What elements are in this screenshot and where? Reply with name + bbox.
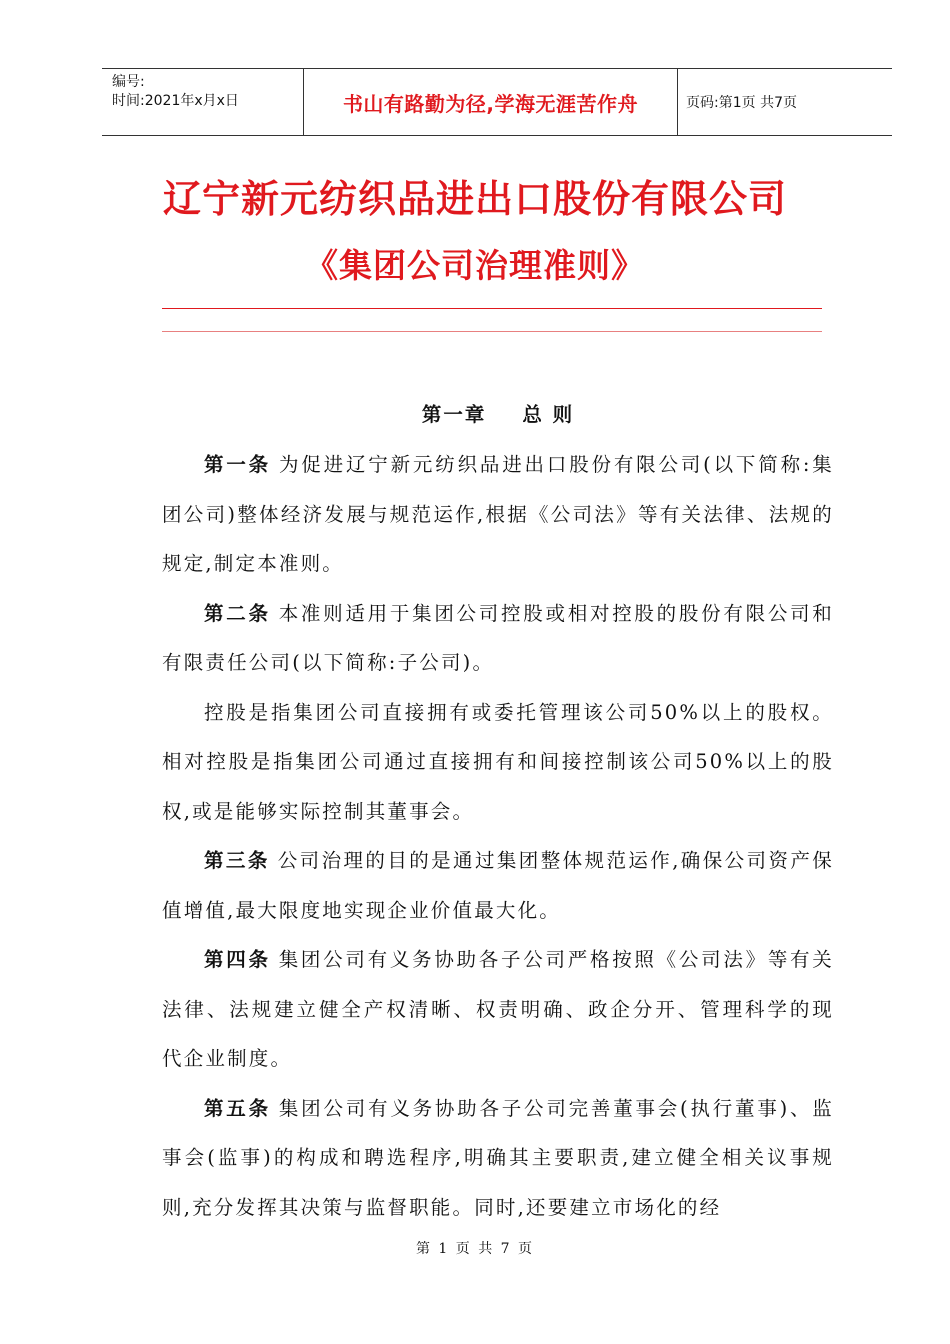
article-label: 第二条 <box>204 601 271 625</box>
article-text: 本准则适用于集团公司控股或相对控股的股份有限公司和有限责任公司(以下简称:子公司)。 <box>162 601 834 674</box>
article-label: 第一条 <box>204 453 271 476</box>
article-2-note <box>162 688 834 837</box>
article-5 <box>162 1084 834 1233</box>
article-text: 公司治理的目的是通过集团整体规范运作,确保公司资产保值增值,最大限度地实现企业价值最大化。 <box>162 849 834 922</box>
article-label: 第三条 <box>204 849 270 872</box>
header-motto: 书山有路勤为径,学海无涯苦作舟 <box>304 69 678 135</box>
document-title: 《集团公司治理准则》 <box>305 246 645 285</box>
chapter-heading <box>162 395 834 435</box>
article-text: 控股是指集团公司直接拥有或委托管理该公司50%以上的股权。相对控股是指集团公司通过直接拥有和间接控制该公司50%以上的股权,或是能够实际控制其董事会。 <box>162 700 834 823</box>
header-page-info: 页码:第1页 共7页 <box>686 95 797 111</box>
article-text: 为促进辽宁新元纺织品进出口股份有限公司(以下简称:集团公司)整体经济发展与规范运作,根据《公司法》等有关法律、法规的规定,制定本准则。 <box>162 453 834 575</box>
document-number-label: 编号: <box>112 74 145 90</box>
article-2 <box>162 589 834 688</box>
article-text: 集团公司有义务协助各子公司完善董事会(执行董事)、监事会(监事)的构成和聘选程序,明确其主要职责,建立健全相关议事规则,充分发挥其决策与监督职能。同时,还要建立市场化的经 <box>162 1096 834 1219</box>
page-footer: 第 1 页 共 7 页 <box>415 1241 535 1257</box>
title-rule-bottom <box>162 331 822 332</box>
article-4 <box>162 935 834 1084</box>
chapter-name: 总 则 <box>522 403 575 426</box>
article-3 <box>162 836 834 935</box>
header-meta-cell <box>102 69 304 135</box>
document-body <box>162 395 834 1232</box>
article-label: 第四条 <box>204 948 271 971</box>
article-text: 集团公司有义务协助各子公司严格按照《公司法》等有关法律、法规建立健全产权清晰、权责明确、政企分开、管理科学的现代企业制度。 <box>162 948 834 1070</box>
header-table <box>102 68 892 136</box>
title-rule-top <box>162 308 822 309</box>
document-time-label: 时间:2021年x月x日 <box>112 93 239 109</box>
chapter-number: 第一章 <box>421 403 487 426</box>
company-title: 辽宁新元纺织品进出口股份有限公司 <box>162 177 787 221</box>
article-1 <box>162 440 834 589</box>
article-label: 第五条 <box>204 1096 271 1120</box>
